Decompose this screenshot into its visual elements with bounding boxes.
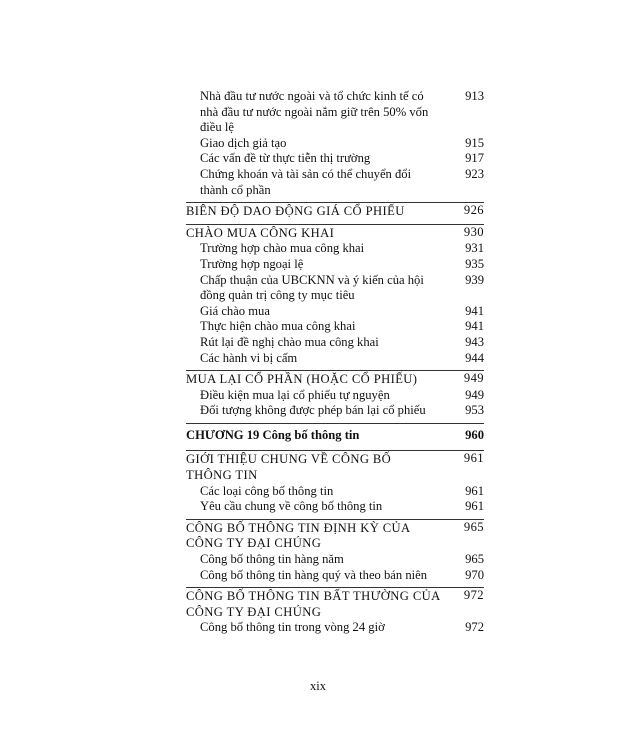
toc-section	[186, 587, 484, 620]
toc-entry-title: Các vấn đề từ thực tiễn thị trường	[200, 151, 371, 166]
toc-chapter	[186, 423, 484, 447]
toc-entry-title: MUA LẠI CỔ PHẦN (HOẶC CỔ PHIẾU)	[186, 372, 418, 387]
toc-subsection	[186, 167, 484, 198]
toc-entry-title: CÔNG BỐ THÔNG TIN BẤT THƯỜNG CỦA CÔNG TY ĐẠI CHÚNG	[186, 589, 440, 619]
toc-entry-title: Công bố thông tin hàng quý và theo bán niên	[200, 567, 428, 582]
toc-entry-title: CHƯƠNG 19 Công bố thông tin	[186, 427, 360, 442]
toc-subsection	[186, 319, 484, 335]
toc-entry-page: 960	[465, 427, 484, 442]
toc-entry-page: 949	[465, 387, 484, 402]
toc-entry-title: Các loại công bố thông tin	[200, 483, 334, 498]
toc-entry-page: 949	[463, 371, 484, 386]
toc-entry-title: Các hành vi bị cấm	[200, 350, 298, 365]
toc-entry-page: 943	[465, 334, 484, 349]
toc-subsection	[186, 136, 484, 152]
toc-entry-page: 970	[465, 567, 484, 582]
toc-subsection	[186, 241, 484, 257]
toc-entry-page: 972	[463, 588, 484, 603]
toc-entry-page: 961	[465, 483, 484, 498]
toc-entry-title: Yêu cầu chung về công bố thông tin	[200, 499, 383, 514]
toc-entry-page: 930	[463, 224, 484, 239]
toc-entry-title: GIỚI THIỆU CHUNG VỀ CÔNG BỐ THÔNG TIN	[186, 452, 392, 483]
toc-subsection	[186, 484, 484, 500]
toc-subsection	[186, 568, 484, 584]
toc-entry-title: Công bố thông tin hàng năm	[200, 552, 344, 567]
table-of-contents	[186, 89, 484, 636]
toc-entry-page: 961	[465, 499, 484, 514]
toc-subsection	[186, 620, 484, 636]
toc-entry-page: 953	[465, 403, 484, 418]
toc-entry-title: Đối tượng không được phép bán lại cổ phiếu	[200, 403, 426, 418]
toc-entry-title: Chấp thuận của UBCKNN và ý kiến của hội đồng quản trị công ty mục tiêu	[200, 272, 424, 303]
toc-subsection	[186, 403, 484, 419]
toc-entry-title: Điều kiện mua lại cổ phiếu tự nguyện	[200, 387, 390, 402]
toc-subsection	[186, 388, 484, 404]
toc-entry-page: 931	[465, 241, 484, 256]
toc-subsection	[186, 304, 484, 320]
toc-entry-page: 915	[465, 135, 484, 150]
toc-entry-title: Thực hiện chào mua công khai	[200, 319, 356, 334]
toc-entry-page: 913	[465, 89, 484, 103]
toc-entry-page: 961	[463, 451, 484, 466]
toc-entry-title: Giao dịch giả tạo	[200, 135, 287, 150]
toc-entry-title: Nhà đầu tư nước ngoài và tổ chức kinh tế có nhà đầu tư nước ngoài nắm giữ trên 50% vốn điều lệ	[200, 89, 429, 135]
toc-entry-title: Công bố thông tin trong vòng 24 giờ	[200, 620, 385, 635]
toc-section	[186, 370, 484, 388]
page-number: xix	[310, 679, 326, 693]
toc-subsection	[186, 89, 484, 136]
toc-entry-title: Rút lại đề nghị chào mua công khai	[200, 334, 379, 349]
toc-entry-title: CHÀO MUA CÔNG KHAI	[186, 225, 335, 240]
toc-subsection	[186, 257, 484, 273]
toc-entry-page: 923	[465, 166, 484, 181]
toc-entry-title: Chứng khoán và tài sản có thể chuyển đổi thành cổ phần	[200, 166, 412, 197]
toc-subsection	[186, 351, 484, 367]
toc-subsection	[186, 335, 484, 351]
toc-section	[186, 519, 484, 552]
toc-entry-title: Giá chào mua	[200, 303, 270, 318]
toc-section	[186, 224, 484, 242]
toc-entry-page: 941	[465, 319, 484, 334]
toc-subsection	[186, 151, 484, 167]
toc-entry-page: 939	[465, 272, 484, 287]
toc-entry-page: 926	[463, 203, 484, 218]
toc-entry-page: 941	[465, 303, 484, 318]
toc-entry-title: BIÊN ĐỘ DAO ĐỘNG GIÁ CỔ PHIẾU	[186, 204, 405, 219]
toc-section	[186, 450, 484, 483]
toc-subsection	[186, 552, 484, 568]
toc-section	[186, 202, 484, 220]
toc-entry-title: Trường hợp ngoại lệ	[200, 256, 304, 271]
toc-entry-page: 935	[465, 256, 484, 271]
toc-subsection	[186, 499, 484, 515]
toc-subsection	[186, 273, 484, 304]
toc-entry-page: 965	[465, 552, 484, 567]
toc-entry-page: 917	[465, 151, 484, 166]
toc-entry-title: CÔNG BỐ THÔNG TIN ĐỊNH KỲ CỦA CÔNG TY ĐẠI CHÚNG	[186, 520, 410, 551]
toc-entry-page: 972	[465, 620, 484, 635]
toc-entry-page: 944	[465, 350, 484, 365]
toc-entry-page: 965	[463, 519, 484, 534]
toc-entry-title: Trường hợp chào mua công khai	[200, 241, 365, 256]
